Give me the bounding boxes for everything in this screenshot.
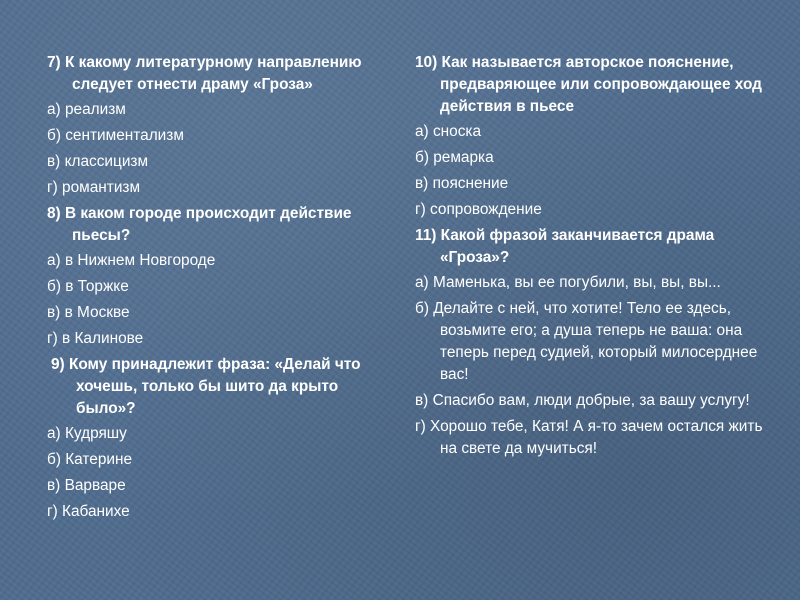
answer-7d: г) романтизм: [47, 179, 141, 196]
answer-9d: г) Кабанихе: [47, 503, 130, 520]
answer-11a: а) Маменька, вы ее погубили, вы, вы, вы...: [415, 274, 721, 291]
answer-7b: б) сентиментализм: [47, 127, 184, 144]
question-8: 8) В каком городе происходит действие пьесы?: [47, 205, 352, 244]
question-10: 10) Как называется авторское пояснение, предваряющее или сопровождающее ход действия в пьесе: [415, 54, 762, 115]
answer-11c: в) Спасибо вам, люди добрые, за вашу услугу!: [415, 392, 750, 409]
answer-7c: в) классицизм: [47, 153, 149, 170]
answer-10c: в) пояснение: [415, 175, 509, 192]
left-column: [47, 52, 387, 527]
answer-8a: а) в Нижнем Новгороде: [47, 252, 216, 269]
answer-10a: а) сноска: [415, 123, 482, 140]
answer-9c: в) Варваре: [47, 477, 126, 494]
answer-8d: г) в Калинове: [47, 330, 144, 347]
answer-11d: г) Хорошо тебе, Катя! А я-то зачем остался жить на свете да мучиться!: [415, 418, 763, 457]
answer-7a: а) реализм: [47, 101, 126, 118]
question-7: 7) К какому литературному направлению следует отнести драму «Гроза»: [47, 54, 362, 93]
answer-10d: г) сопровождение: [415, 201, 542, 218]
question-9: 9) Кому принадлежит фраза: «Делай что хочешь, только бы шито да крыто было»?: [51, 356, 361, 417]
answer-11b: б) Делайте с ней, что хотите! Тело ее здесь, возьмите его; а душа теперь не ваша: она теперь перед судией, который милосерднее вас!: [415, 300, 758, 383]
question-11: 11) Какой фразой заканчивается драма «Гроза»?: [415, 227, 715, 266]
answer-8b: б) в Торжке: [47, 278, 129, 295]
right-column: [415, 52, 765, 464]
answer-10b: б) ремарка: [415, 149, 494, 166]
answer-9a: а) Кудряшу: [47, 425, 127, 442]
answer-8c: в) в Москве: [47, 304, 130, 321]
answer-9b: б) Катерине: [47, 451, 133, 468]
